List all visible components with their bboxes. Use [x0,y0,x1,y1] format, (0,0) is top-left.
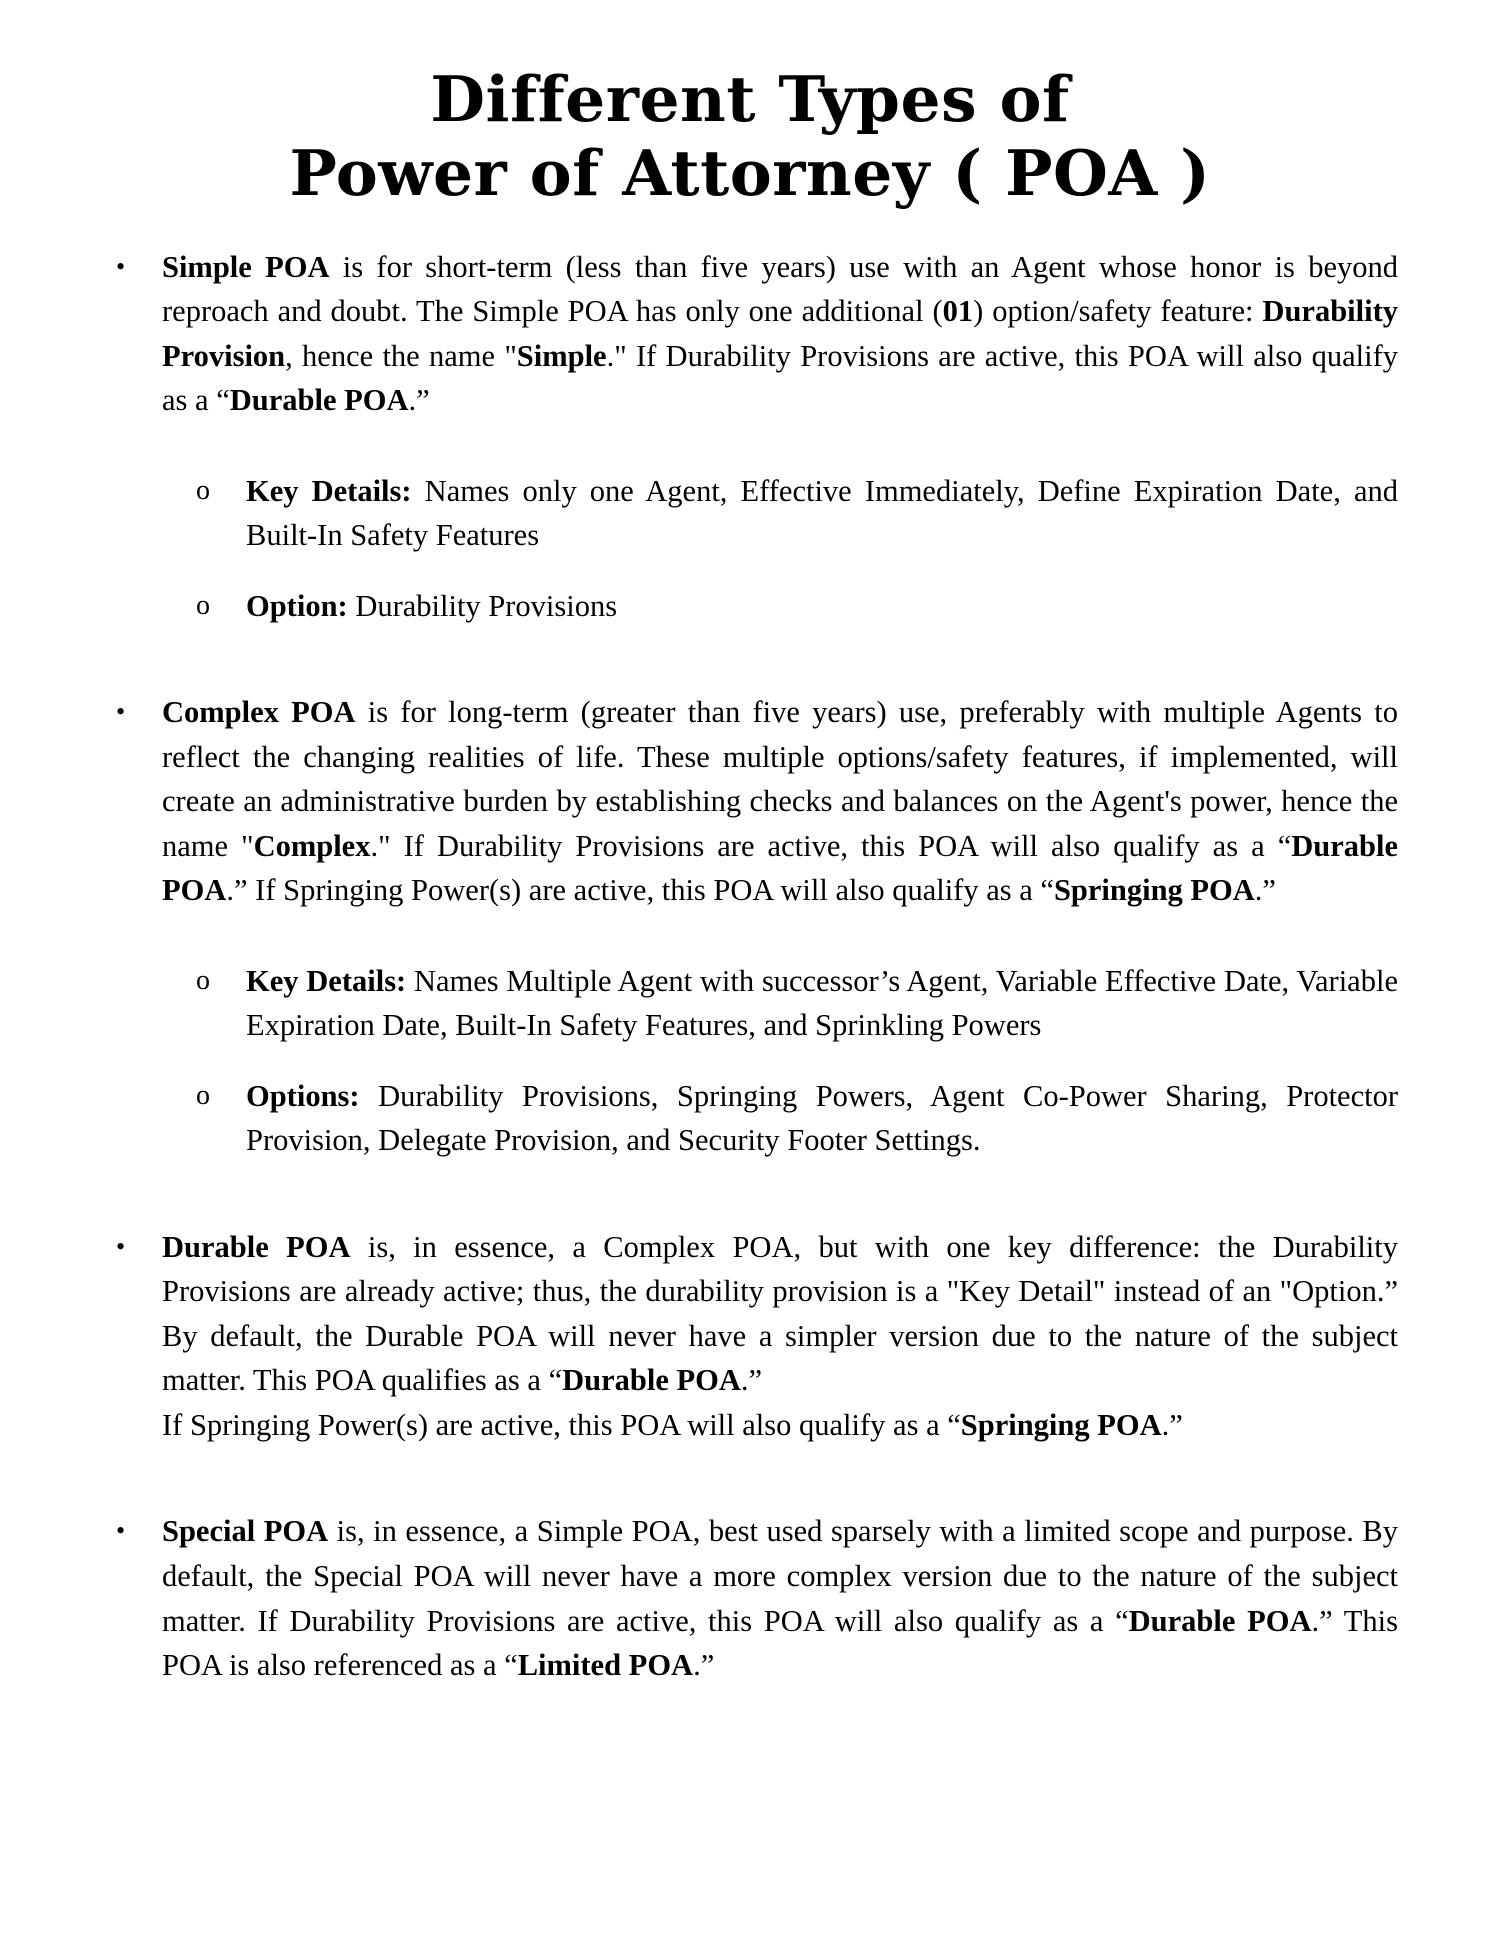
list-item [96,690,1404,913]
simple-poa-bold-1: 01 [942,294,974,329]
simple-poa-term: Simple POA [162,249,330,284]
special-poa-text-3: .” [693,1648,715,1683]
bullet-icon: • [116,1231,126,1261]
complex-poa-key-details [246,959,1404,1048]
list-item [96,1509,1404,1687]
complex-poa-text-4: .” [1254,873,1276,908]
sub-bullet-icon: o [196,474,210,506]
sub-bullet-icon: o [196,964,210,996]
durable-poa-text-2: .” [740,1363,763,1398]
simple-poa-key-details-text: Names only one Agent, Effective Immediately, Define Expiration Date, and Built-In Safety Features [246,473,1398,553]
durable-poa-text-3: .” [1161,1407,1183,1442]
complex-poa-options-text: Durability Provisions, Springing Powers, Agent Co-Power Sharing, Protector Provision, Delegate Provision, and Security Footer Settings. [246,1078,1398,1158]
durable-poa-bold-2: Springing POA [960,1407,1162,1442]
list-item [96,245,1404,423]
simple-poa-text-2: ) option/safety feature: [973,294,1263,329]
complex-poa-key-details-text: Names Multiple Agent with successor’s Agent, Variable Effective Date, Variable Expiration Date, Built-In Safety Features, and Sprinkling Powers [246,963,1398,1043]
complex-poa-options [246,1074,1404,1163]
sub-bullet-icon: o [196,1079,210,1111]
simple-poa-text-4: ." If Durability Provisions are active, this POA will also qualify as a “ [162,338,1398,418]
durable-poa-paragraph [162,1225,1404,1448]
page-title-line-1: Different Types of [430,62,1070,136]
page-title-line-2: Power of Attorney ( POA ) [289,136,1211,211]
simple-poa-option-label: Option: [246,588,348,623]
simple-poa-key-details-label: Key Details: [246,473,412,508]
bullet-icon: • [116,697,126,727]
simple-poa-option-text: Durability Provisions [347,588,618,623]
page-title [96,62,1404,211]
durable-poa-bold-1: Durable POA [562,1363,741,1398]
durable-poa-term: Durable POA [162,1229,351,1264]
complex-poa-key-details-label: Key Details: [246,963,407,998]
list-item [96,1074,1404,1163]
special-poa-term: Special POA [162,1514,329,1549]
complex-poa-paragraph [162,690,1404,913]
simple-poa-text-3: , hence the name " [285,338,517,373]
special-poa-paragraph [162,1509,1404,1687]
complex-poa-bold-1: Complex [253,828,371,863]
complex-poa-bold-3: Springing POA [1053,873,1255,908]
complex-poa-text-2: ." If Durability Provisions are active, this POA will also qualify as a “ [370,828,1292,863]
list-item [96,584,1404,629]
special-poa-text-2: .” This POA is also referenced as a “ [162,1603,1398,1683]
simple-poa-bold-4: Durable POA [229,383,409,418]
list-item [96,469,1404,558]
bullet-icon: • [116,251,126,281]
complex-poa-bold-2: Durable POA [162,828,1399,908]
simple-poa-paragraph [162,245,1404,423]
list-item [96,959,1404,1048]
complex-poa-text-3: .” If Springing Power(s) are active, this POA will also qualify as a “ [226,873,1054,908]
complex-poa-term: Complex POA [162,695,356,730]
complex-poa-text-1: is for long-term (greater than five years) use, preferably with multiple Agents to reflect the changing realities of life. These multiple options/safety features, if implemented, will create an administrative burden by establishing checks and balances on the Agent's power, hence the name " [162,695,1398,863]
simple-poa-key-details [246,469,1404,558]
durable-poa-text-1: is, in essence, a Complex POA, but with one key difference: the Durability Provisions are already active; thus, the durability provision is a "Key Detail" instead of an "Option.” By default, the Durable POA will never have a simpler version due to the nature of the subject matter. This POA qualifies as a “ [162,1229,1398,1398]
sub-bullet-icon: o [196,589,210,621]
simple-poa-text-5: .” [408,383,430,418]
special-poa-bold-2: Limited POA [517,1648,694,1683]
special-poa-bold-1: Durable POA [1128,1603,1312,1638]
special-poa-text-1: is, in essence, a Simple POA, best used sparsely with a limited scope and purpose. By default, the Special POA will never have a more complex version due to the nature of the subject matter. If Durability Provisions are active, this POA will also qualify as a “ [162,1514,1398,1638]
list-item [96,1225,1404,1448]
simple-poa-bold-2: Durability Provision [162,294,1398,373]
complex-poa-options-label: Options: [246,1078,360,1113]
durable-poa-line-2: If Springing Power(s) are active, this POA will also qualify as a “ [162,1407,961,1442]
simple-poa-bold-3: Simple [516,338,607,373]
simple-poa-option [246,584,1404,629]
bullet-icon: • [116,1516,126,1546]
simple-poa-text-1: is for short-term (less than five years) use with an Agent whose honor is beyond reproach and doubt. The Simple POA has only one additional ( [162,249,1398,329]
